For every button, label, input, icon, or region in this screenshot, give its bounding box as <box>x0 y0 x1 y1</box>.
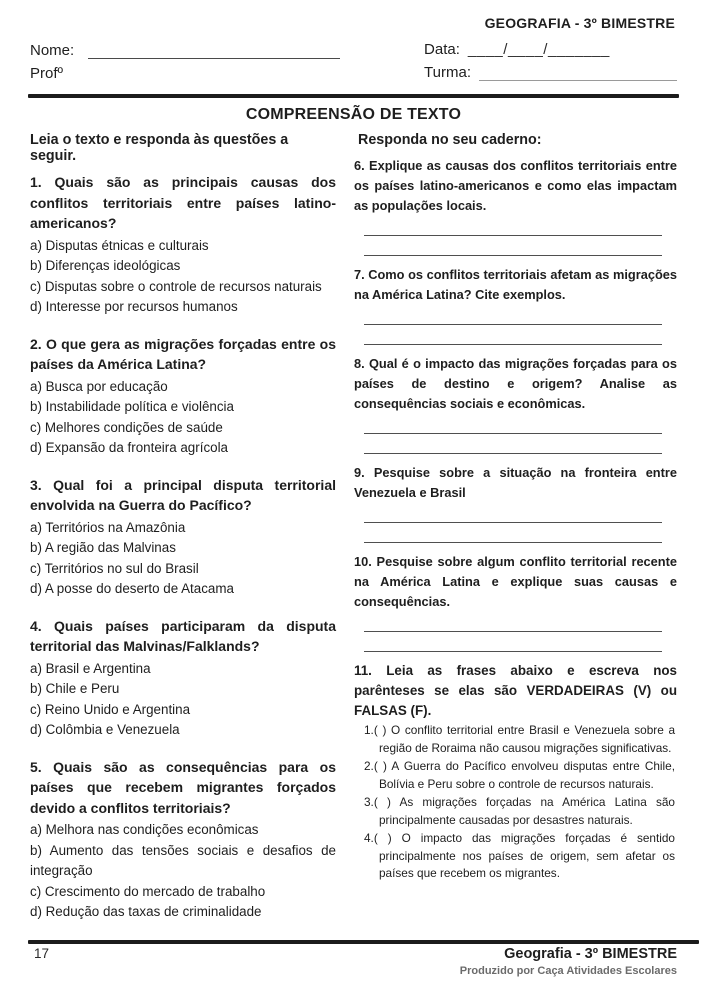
footer-right <box>460 946 677 977</box>
prof-label: Profº <box>30 65 63 82</box>
question-block-5 <box>30 757 336 923</box>
page-number: 17 <box>34 945 50 961</box>
header-divider <box>28 94 679 98</box>
question-block-3 <box>30 475 336 600</box>
option-d: d) Interesse por recursos humanos <box>30 299 238 314</box>
answer-line <box>364 434 662 454</box>
true-false-item-3: 3.( ) As migrações forçadas na América Latina são principalmente causadas por desastres naturais. <box>364 795 675 827</box>
option-b: b) Chile e Peru <box>30 681 120 696</box>
question-block-10 <box>354 552 677 652</box>
data-label: Data: <box>424 41 460 58</box>
option-d: d) A posse do deserto de Atacama <box>30 581 234 596</box>
true-false-item-4: 4.( ) O impacto das migrações forçadas é sentido principalmente nos países de origem, sem afetar os países que recebem os migrantes. <box>364 831 675 880</box>
option-c: c) Reino Unido e Argentina <box>30 701 191 717</box>
answer-area <box>364 503 665 543</box>
answer-line <box>364 216 662 236</box>
option-a: a) Disputas étnicas e culturais <box>30 237 209 253</box>
turma-row <box>424 64 677 81</box>
data-fill-blanks: ____/____/_______ <box>467 41 610 58</box>
page-title: COMPREENSÃO DE TEXTO <box>245 106 462 123</box>
question-block-1 <box>30 172 336 318</box>
option-a: a) Busca por educação <box>30 378 168 394</box>
answer-area <box>364 612 665 652</box>
turma-fill-line <box>479 65 677 81</box>
answer-line <box>364 523 662 543</box>
content-columns <box>0 130 707 939</box>
question-block-2 <box>30 334 336 459</box>
answer-line <box>364 236 662 256</box>
prof-row <box>30 65 424 82</box>
option-b: b) Aumento das tensões sociais e desafios de integração <box>30 842 336 878</box>
option-b: b) A região das Malvinas <box>30 540 176 555</box>
question-text: 4. Quais países participaram da disputa territorial das Malvinas/Falklands? <box>30 617 336 654</box>
question-block-7 <box>354 265 677 345</box>
footer <box>0 944 707 977</box>
question-text: 6. Explique as causas dos conflitos territoriais entre os países latino-americanos e como elas impactam as populações locais. <box>354 158 677 213</box>
left-column <box>30 130 336 939</box>
footer-course-title: Geografia - 3º BIMESTRE <box>504 945 677 962</box>
option-d: d) Redução das taxas de criminalidade <box>30 904 262 919</box>
true-false-item-1: 1.( ) O conflito territorial entre Brasil e Venezuela sobre a região de Roraima não causou migrações significativas. <box>364 723 675 755</box>
nome-label: Nome: <box>30 42 75 59</box>
question-block-9 <box>354 463 677 543</box>
answer-area <box>364 305 665 345</box>
question-text: 5. Quais são as consequências para os países que recebem migrantes forçados devido a conflitos territoriais? <box>30 758 336 816</box>
question-text: 2. O que gera as migrações forçadas entre os países da América Latina? <box>30 335 336 372</box>
header-fields <box>0 31 707 88</box>
answer-line <box>364 503 662 523</box>
option-c: c) Melhores condições de saúde <box>30 419 223 435</box>
answer-area <box>364 414 665 454</box>
header-course-title: GEOGRAFIA - 3º BIMESTRE <box>484 15 675 31</box>
answer-line <box>364 325 662 345</box>
right-instructions: Responda no seu caderno: <box>358 132 542 148</box>
question-text: 1. Quais são as principais causas dos conflitos territoriais entre países latino-americanos? <box>30 174 336 231</box>
option-c: c) Disputas sobre o controle de recursos naturais <box>30 278 322 294</box>
question-text: 10. Pesquise sobre algum conflito territorial recente na América Latina e explique suas causas e consequências. <box>354 554 677 609</box>
option-d: d) Expansão da fronteira agrícola <box>30 440 229 455</box>
question-block-6 <box>354 156 677 256</box>
question-text: 7. Como os conflitos territoriais afetam as migrações na América Latina? Cite exemplos. <box>354 267 677 302</box>
header-right-fields <box>424 41 677 88</box>
option-b: b) Instabilidade política e violência <box>30 399 234 414</box>
option-a: a) Brasil e Argentina <box>30 660 151 676</box>
answer-line <box>364 414 662 434</box>
answer-area <box>364 216 665 256</box>
nome-row <box>30 41 424 59</box>
answer-line <box>364 612 662 632</box>
footer-credit: Produzido por Caça Atividades Escolares <box>459 964 677 977</box>
question-block-4 <box>30 616 336 741</box>
answer-line <box>364 632 662 652</box>
question-text: 8. Qual é o impacto das migrações forçadas para os países de destino e origem? Analise as consequências sociais e econômicas. <box>354 356 677 411</box>
option-a: a) Melhora nas condições econômicas <box>30 822 259 837</box>
answer-line <box>364 305 662 325</box>
turma-label: Turma: <box>424 64 471 81</box>
option-a: a) Territórios na Amazônia <box>30 519 186 535</box>
question-text: 3. Qual foi a principal disputa territorial envolvida na Guerra do Pacífico? <box>30 476 336 513</box>
header-left-fields <box>30 41 424 88</box>
left-instructions: Leia o texto e responda às questões a seguir. <box>30 132 289 164</box>
true-false-item-2: 2.( ) A Guerra do Pacífico envolveu disputas entre Chile, Bolívia e Peru sobre o controle de recursos naturais. <box>364 759 675 791</box>
right-column <box>354 130 677 939</box>
nome-fill-line <box>88 41 340 59</box>
question-text: 9. Pesquise sobre a situação na fronteira entre Venezuela e Brasil <box>354 465 677 500</box>
option-d: d) Colômbia e Venezuela <box>30 722 180 737</box>
data-row <box>424 41 677 58</box>
question-block-8 <box>354 354 677 454</box>
option-c: c) Crescimento do mercado de trabalho <box>30 883 266 899</box>
question-block-11 <box>354 661 677 883</box>
option-b: b) Diferenças ideológicas <box>30 258 181 273</box>
option-c: c) Territórios no sul do Brasil <box>30 560 199 576</box>
question-text: 11. Leia as frases abaixo e escreva nos parênteses se elas são VERDADEIRAS (V) ou FALSAS (F). <box>354 663 677 718</box>
